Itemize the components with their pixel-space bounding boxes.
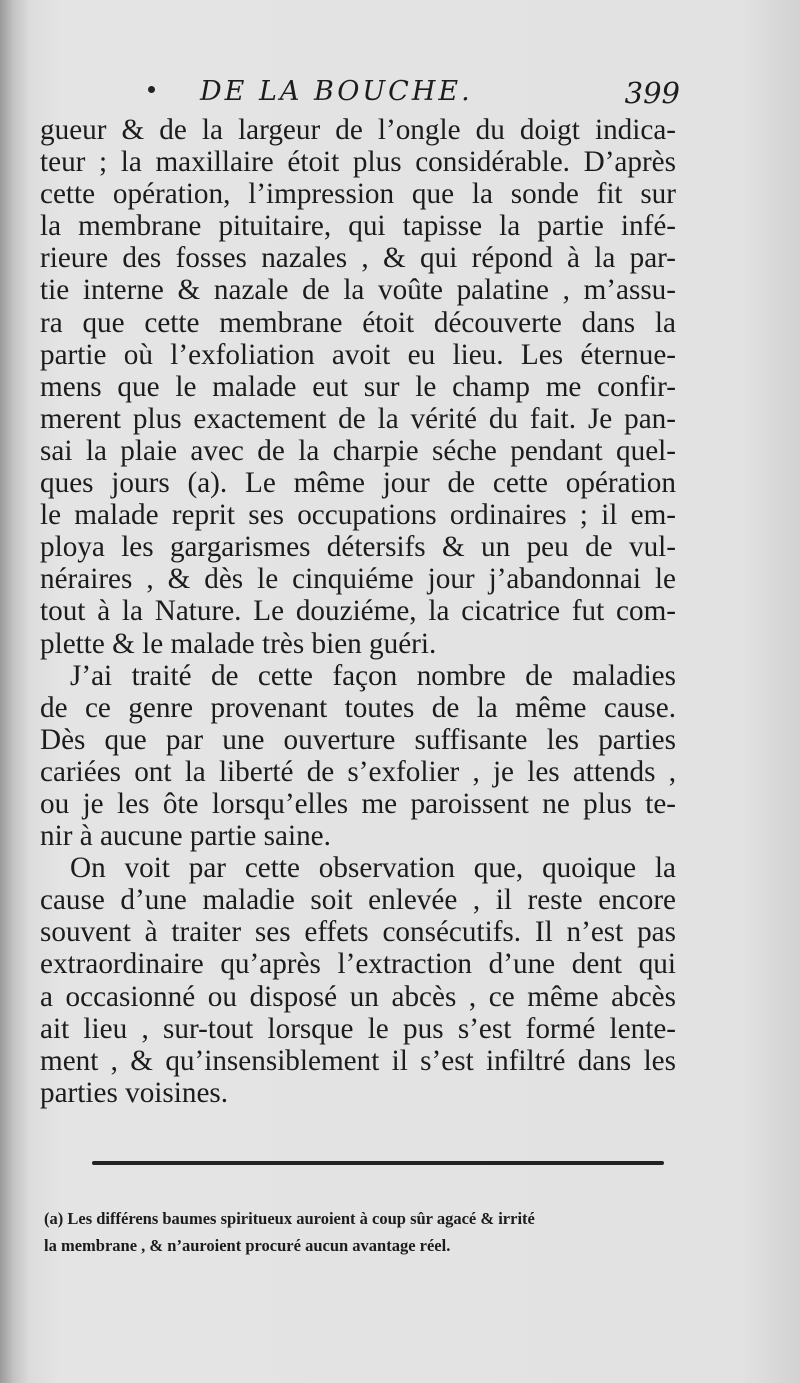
paragraph-3 <box>40 852 676 1109</box>
text-line: ploya les gargarismes détersifs & un peu de vul- <box>40 531 676 564</box>
text-line: gueur & de la largeur de l’ongle du doigt indica- <box>40 114 676 146</box>
text-line: J’ai traité de cette façon nombre de maladies <box>70 659 676 692</box>
text-line: extraordinaire qu’après l’extraction d’une dent qui <box>40 948 676 981</box>
text-line: de ce genre provenant toutes de la même cause. <box>40 691 676 724</box>
body-text <box>40 114 676 1109</box>
text-line: le malade reprit ses occupations ordinaires ; il em- <box>40 499 676 532</box>
page-header <box>140 76 680 116</box>
text-line: ou je les ôte lorsqu’elles me paroissent ne plus te- <box>40 787 676 820</box>
text-line: teur ; la maxillaire étoit plus considérable. D’après <box>40 146 676 179</box>
text-line: tout à la Nature. Le douziéme, la cicatrice fut com- <box>40 595 676 628</box>
page-number: 399 <box>624 76 680 110</box>
text-line: ait lieu , sur-tout lorsque le pus s’est formé lente- <box>40 1012 676 1045</box>
footnote <box>44 1205 690 1259</box>
text-line: la membrane pituitaire, qui tapisse la partie infé- <box>40 210 676 243</box>
text-line: parties voisines. <box>40 1076 229 1109</box>
footnote-line: la membrane , & n’auroient procuré aucun avantage réel. <box>44 1236 451 1255</box>
text-line: mens que le malade eut sur le champ me confir- <box>40 370 676 403</box>
text-line: ra que cette membrane étoit découverte dans la <box>40 306 676 339</box>
text-line: tie interne & nazale de la voûte palatine , m’assu- <box>40 274 676 307</box>
text-line: cariées ont la liberté de s’exfolier , je les attends , <box>40 755 676 788</box>
text-line: sai la plaie avec de la charpie séche pendant quel- <box>40 434 676 467</box>
running-head: DE LA BOUCHE. <box>200 76 473 107</box>
text-line: plette & le malade très bien guéri. <box>40 627 437 660</box>
footnote-rule <box>92 1161 664 1165</box>
paragraph-2 <box>40 660 676 853</box>
text-line: cause d’une maladie soit enlevée , il reste encore <box>40 884 676 917</box>
text-line: nir à aucune partie saine. <box>40 820 331 853</box>
text-line: cette opération, l’impression que la sonde fit sur <box>40 178 676 211</box>
text-line: Dès que par une ouverture suffisante les parties <box>40 723 676 756</box>
text-line: souvent à traiter ses effets consécutifs. Il n’est pas <box>40 916 676 949</box>
footnote-line: (a) Les différens baumes spiritueux auroient à coup sûr agacé & irrité <box>44 1209 535 1228</box>
text-line: a occasionné ou disposé un abcès , ce même abcès <box>40 980 676 1013</box>
text-line: partie où l’exfoliation avoit eu lieu. Les éternue- <box>40 338 676 371</box>
ornament-dot <box>148 86 155 93</box>
paragraph-1 <box>40 114 676 660</box>
text-line: merent plus exactement de la vérité du fait. Je pan- <box>40 402 676 435</box>
text-line: rieure des fosses nazales , & qui répond à la par- <box>40 242 676 275</box>
text-line: ment , & qu’insensiblement il s’est infiltré dans les <box>40 1044 676 1077</box>
text-line: On voit par cette observation que, quoique la <box>70 852 676 885</box>
text-line: ques jours (a). Le même jour de cette opération <box>40 467 676 500</box>
text-line: néraires , & dès le cinquiéme jour j’abandonnai le <box>40 563 676 596</box>
